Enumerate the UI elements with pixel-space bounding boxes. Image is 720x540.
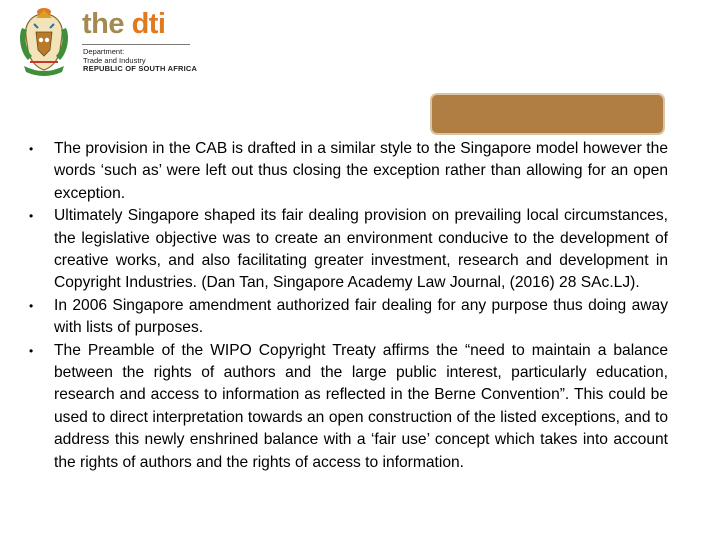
bullet-text: The Preamble of the WIPO Copyright Treaty affirms the “need to maintain a balance between the rights of authors and the large public interest, particularly education, research and access to information as reflected in the Berne Convention”. This could be used to direct interpretation towards an open construction of the listed exceptions, and to address this newly enshrined balance with a ‘fair use’ concept which takes into account the rights of authors and the rights of access to information.: [54, 341, 668, 471]
brand-the: the: [82, 8, 132, 40]
bullet-item: [26, 205, 668, 295]
title-box: [430, 93, 665, 135]
bullet-text: Ultimately Singapore shaped its fair dealing provision on prevailing local circumstances, the legislative objective was to create an environment conducive to the development of creative works, and also facilitating greater investment, research and development in Copyright Industries. (Dan Tan, Singapore Academy Law Journal, (2016) 28 SAc.LJ).: [54, 207, 668, 292]
brand-dti: dti: [131, 8, 166, 40]
bullet-dot: •: [29, 209, 34, 224]
bullet-dot: •: [29, 343, 34, 358]
logo-divider: [82, 44, 190, 45]
bullet-dot: •: [29, 142, 34, 156]
bullet-item: [26, 295, 668, 340]
coat-of-arms-icon: [14, 6, 74, 78]
bullet-item: [26, 138, 668, 205]
bullet-item: [26, 340, 668, 474]
dti-logo: [10, 4, 198, 80]
bullet-text: In 2006 Singapore amendment authorized fair dealing for any purpose thus doing away with lists of purposes.: [54, 296, 668, 337]
bullet-text: The provision in the CAB is drafted in a similar style to the Singapore model however the words ‘such as’ were left out thus closing the exception rather than allowing for an open exception.: [54, 140, 668, 202]
bullet-list: [26, 138, 668, 474]
dept-line-3: REPUBLIC OF SOUTH AFRICA: [83, 64, 198, 73]
brand-name: [82, 8, 166, 41]
bullet-dot: •: [29, 298, 34, 313]
dept-line-1: Department:: [83, 47, 125, 56]
department-text: [83, 48, 197, 74]
dept-line-2: Trade and Industry: [83, 55, 146, 65]
